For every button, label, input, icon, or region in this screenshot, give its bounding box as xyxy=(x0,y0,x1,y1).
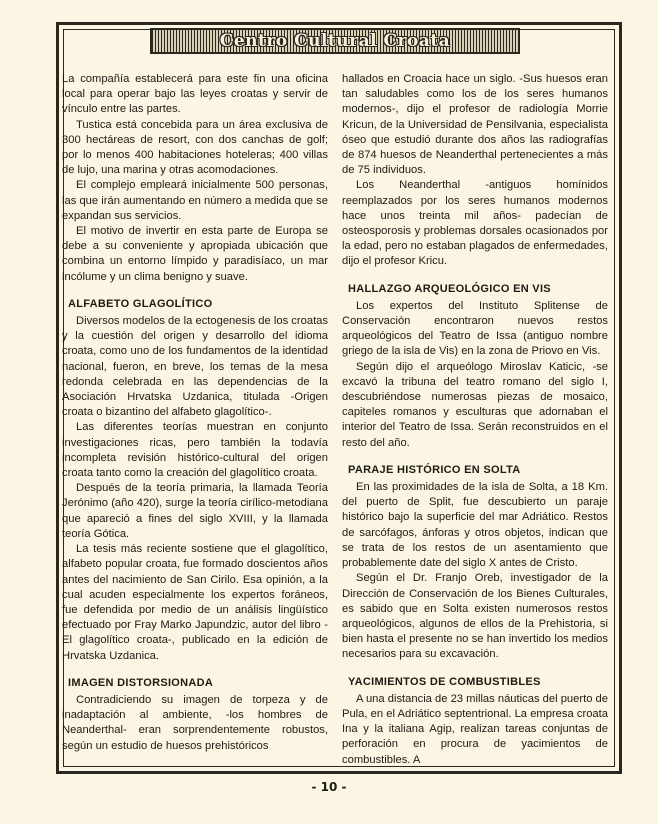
section-heading-imagen: IMAGEN DISTORSIONADA xyxy=(68,676,214,689)
paragraph: Según el Dr. Franjo Oreb, investigador de la Dirección de Conservación de los Bienes Culturales, es sabido que en Solta existen numerosos restos arqueológicos, algunos de ellos de la Prehistoria, si bien hasta el presente no se han invertido los medios necesarios para su excavación. xyxy=(342,572,608,661)
paragraph: Los Neanderthal -antiguos homínidos reemplazados por los seres humanos modernos hace unos treinta mil años- padecían de osteosporosis y problemas dorsales ocasionados por la edad, pero no estaban plagados de enfermedades, dijo el profesor Kricu. xyxy=(342,179,608,268)
paragraph: Según dijo el arqueólogo Miroslav Katicic, -se excavó la tribuna del teatro romano del siglo I, descubriéndose numerosas piezas de mosaico, capiteles romanos y esculturas que adornaban el interior del Teatro de Issa. Serán reconstruidos en el resto del año. xyxy=(342,360,608,449)
paragraph: La tesis más reciente sostiene que el glagolítico, alfabeto popular croata, fue formado doscientos años antes del nacimiento de San Cirilo. Esa opinión, a la cual acuden especialmente los expertos foráneos, fue defendida por medio de un análisis lingüístico efectuado por Fray Marko Japundzic, autor del libro -El glagolítico croata-, publicado en la edición de Hrvatska Uzdanica. xyxy=(62,543,328,662)
paragraph: Contradiciendo su imagen de torpeza y de inadaptación al ambiente, -los hombres de Neanderthal- eran sorprendentemente robustos, según un estudio de huesos prehistóricos xyxy=(62,693,328,752)
section-heading-yacimientos: YACIMIENTOS DE COMBUSTIBLES xyxy=(348,675,541,688)
right-column xyxy=(342,72,608,768)
paragraph: Las diferentes teorías muestran en conjunto investigaciones ricas, pero también la todavía incompleta revisión histórico-cultural del origen croata tanto como la creación del glagolítico croata. xyxy=(62,421,328,480)
paragraph: En las proximidades de la isla de Solta, a 18 Km. del puerto de Split, fue descubierto un paraje histórico bajo la superficie del mar Adriático. Restos de sarcófagos, ánforas y otros objetos, indican que se trata de los restos de un asentamiento que probablemente date del siglo X antes de Cristo. xyxy=(342,481,608,570)
paragraph: Diversos modelos de la ectogenesis de los croatas y la cuestión del origen y desarrollo del idioma croata, como uno de los fundamentos de la identidad nacional, fueron, en breve, los temas de la mesa redonda celebrada en las dependencias de la Asociación Hrvatska Uzdanica, titulada -Origen croata o bizantino del alfabeto glagolítico-. xyxy=(62,315,328,419)
paragraph: hallados en Croacia hace un siglo. -Sus huesos eran tan saludables como los de los seres humanos modernos-, dijo el profesor de radiología Morrie Kricun, de la Universidad de Pensilvania, especialista óseo que estudió durante dos años las radiografías de 874 huesos de Neanderthal pertenecientes a más de 75 individuos. xyxy=(342,73,608,177)
paragraph: Tustica está concebida para un área exclusiva de 300 hectáreas de resort, con dos canchas de golf; por lo menos 400 habitaciones hoteleras; 400 villas de lujo, una marina y otras acomodaciones. xyxy=(62,118,328,177)
left-column xyxy=(62,72,328,754)
page-number: - 10 - xyxy=(311,780,347,794)
section-heading-paraje: PARAJE HISTÓRICO EN SOLTA xyxy=(348,463,521,476)
header-banner xyxy=(150,28,520,54)
paragraph: A una distancia de 23 millas náuticas del puerto de Pula, en el Adriático septentrional. La empresa croata Ina y la italiana Agip, realizan tareas conjuntas de perforación en procura de yacimientos de combustibles. A xyxy=(342,692,608,766)
paragraph: El complejo empleará inicialmente 500 personas, las que irán aumentando en número a medida que se expandan sus servicios. xyxy=(62,179,328,222)
header-title: Centro Cultural Croata xyxy=(219,31,451,51)
paragraph: El motivo de invertir en esta parte de Europa se debe a su conveniente y apropiada ubicación que combina un entorno límpido y paradisíaco, un mar incólume y un clima benigno y suave. xyxy=(62,225,328,283)
paragraph: Después de la teoría primaria, la llamada Teoría Jerónimo (año 420), surge la teoría cirílico-metodiana que apareció a fines del siglo XVIII, y la llamada teoría Gótica. xyxy=(62,482,328,540)
section-heading-alfabeto: ALFABETO GLAGOLÍTICO xyxy=(68,297,213,310)
section-heading-hallazgo: HALLAZGO ARQUEOLÓGICO EN VIS xyxy=(348,282,551,295)
paragraph: Los expertos del Instituto Splitense de Conservación encontraron nuevos restos arqueológicos del Teatro de Issa (antiguo nombre griego de la isla de Vis) en la zona de Priovo en Vis. xyxy=(342,299,608,358)
paragraph: La compañía establecerá para este fin una oficina local para operar bajo las leyes croatas y servir de vínculo entre las partes. xyxy=(62,73,328,116)
